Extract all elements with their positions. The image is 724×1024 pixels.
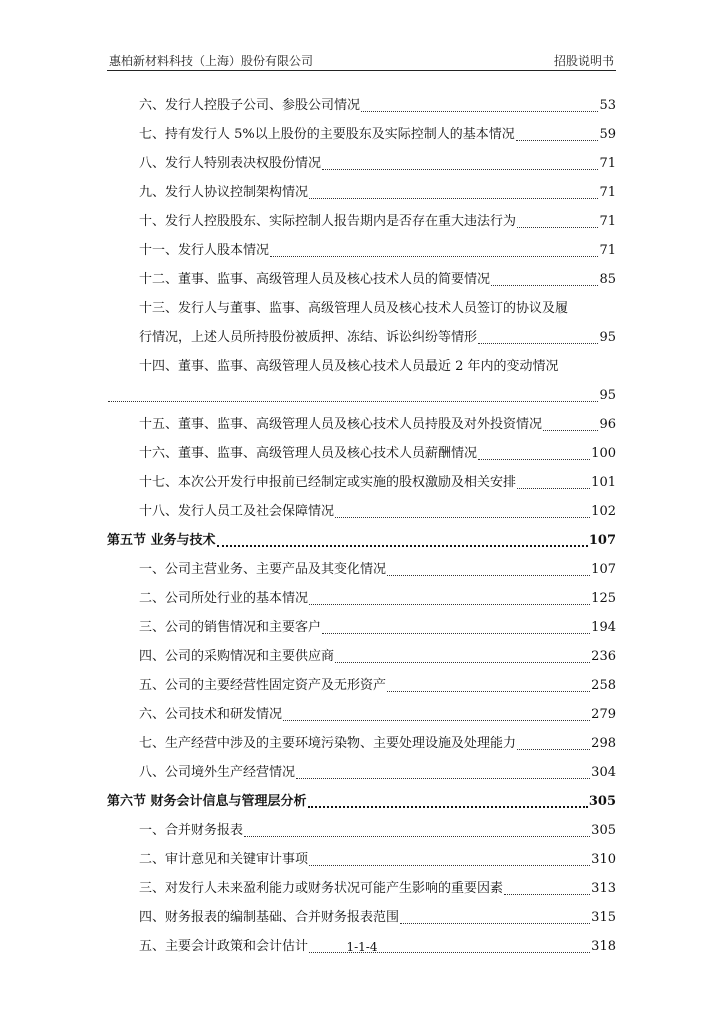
toc-entry[interactable] [107,753,616,782]
toc-leader-dots [517,472,590,489]
toc-leader-dots [517,211,598,228]
toc-page-number: 313 [591,881,616,896]
toc-page-number: 71 [599,156,616,171]
toc-entry-title: 十三、发行人与董事、监事、高级管理人员及核心技术人员签订的协议及履 [139,301,569,316]
toc-section-heading[interactable] [107,782,616,811]
toc-entry-title: 四、财务报表的编制基础、合并财务报表范围 [139,910,400,925]
toc-entry-title: 一、公司主营业务、主要产品及其变化情况 [139,562,387,577]
toc-leader-dots [322,617,590,634]
toc-entry[interactable] [107,811,616,840]
toc-entry[interactable] [107,202,616,231]
toc-leader-dots [335,646,590,663]
toc-entry-title: 一、合并财务报表 [139,823,244,838]
toc-page-number: 304 [591,765,616,780]
toc-section-heading[interactable] [107,521,616,550]
toc-entry[interactable] [107,492,616,521]
toc-leader-dots [361,95,598,112]
toc-leader-dots [217,529,588,547]
toc-entry-title: 十二、董事、监事、高级管理人员及核心技术人员的简要情况 [139,272,491,287]
toc-entry[interactable] [107,318,616,347]
toc-entry[interactable] [107,840,616,869]
table-of-contents [107,86,616,956]
toc-page-number: 236 [591,649,616,664]
toc-page-number: 258 [591,678,616,693]
toc-entry[interactable] [107,86,616,115]
header-company-name: 惠柏新材料科技（上海）股份有限公司 [109,54,314,68]
toc-entry-title: 八、公司境外生产经营情况 [139,765,296,780]
toc-entry[interactable] [107,666,616,695]
toc-page-number: 102 [591,504,616,519]
toc-entry[interactable] [107,637,616,666]
toc-entry-title: 五、公司的主要经营性固定资产及无形资产 [139,678,387,693]
toc-entry-title: 十七、本次公开发行申报前已经制定或实施的股权激励及相关安排 [139,475,517,490]
toc-entry[interactable] [107,550,616,579]
toc-leader-dots [108,385,598,402]
toc-leader-dots [283,704,590,721]
toc-leader-dots [296,762,590,779]
toc-entry[interactable] [107,231,616,260]
toc-entry-title: 十五、董事、监事、高级管理人员及核心技术人员持股及对外投资情况 [139,417,543,432]
toc-entry[interactable] [107,173,616,202]
toc-entry[interactable] [107,376,616,405]
toc-page-number: 107 [588,533,616,548]
toc-entry[interactable] [107,260,616,289]
toc-page-number: 101 [591,475,616,490]
toc-leader-dots [516,124,599,141]
toc-entry-title: 六、公司技术和研发情况 [139,707,283,722]
toc-page-number: 310 [591,852,616,867]
toc-leader-dots [308,790,588,808]
toc-page-number: 96 [599,417,616,432]
toc-entry-title: 五、主要会计政策和会计估计 [139,939,309,954]
toc-entry[interactable] [107,144,616,173]
toc-page-number: 95 [599,330,616,345]
toc-entry[interactable] [107,463,616,492]
toc-page-number: 71 [599,185,616,200]
toc-entry[interactable] [107,434,616,463]
toc-leader-dots [478,443,590,460]
toc-entry-title: 二、公司所处行业的基本情况 [139,591,309,606]
toc-entry-title: 第五节 业务与技术 [107,533,216,548]
toc-entry-title: 第六节 财务会计信息与管理层分析 [107,794,307,809]
toc-entry[interactable] [107,695,616,724]
toc-page-number: 95 [599,388,616,403]
toc-leader-dots [491,269,598,286]
toc-leader-dots [400,907,590,924]
toc-page-number: 305 [588,794,616,809]
toc-leader-dots [270,240,598,257]
toc-entry-title: 六、发行人控股子公司、参股公司情况 [139,98,361,113]
toc-entry-title: 三、对发行人未来盈利能力或财务状况可能产生影响的重要因素 [139,881,504,896]
toc-leader-dots [309,182,598,199]
toc-entry-title: 十六、董事、监事、高级管理人员及核心技术人员薪酬情况 [139,446,478,461]
toc-entry-title: 二、审计意见和关键审计事项 [139,852,309,867]
toc-page-number: 100 [591,446,616,461]
toc-leader-dots [478,327,598,344]
toc-leader-dots [387,559,590,576]
toc-leader-dots [309,849,590,866]
toc-page-number: 125 [591,591,616,606]
toc-leader-dots [309,588,590,605]
toc-entry[interactable] [107,898,616,927]
page-header [107,50,616,71]
toc-entry-title: 十一、发行人股本情况 [139,243,270,258]
toc-page-number: 71 [599,243,616,258]
header-document-type: 招股说明书 [553,54,614,68]
toc-entry[interactable] [107,724,616,753]
toc-entry-title: 十八、发行人员工及社会保障情况 [139,504,335,519]
toc-page-number: 318 [591,939,616,954]
toc-entry[interactable] [107,579,616,608]
toc-entry-title: 三、公司的销售情况和主要客户 [139,620,322,635]
toc-entry-title: 七、生产经营中涉及的主要环境污染物、主要处理设施及处理能力 [139,736,517,751]
toc-leader-dots [387,675,590,692]
toc-page-number: 194 [591,620,616,635]
toc-entry-line[interactable] [107,289,616,318]
toc-entry[interactable] [107,608,616,637]
toc-page-number: 279 [591,707,616,722]
toc-entry[interactable] [107,869,616,898]
toc-page-number: 107 [591,562,616,577]
toc-leader-dots [504,878,590,895]
toc-entry-title: 十四、董事、监事、高级管理人员及核心技术人员最近 2 年内的变动情况 [139,359,559,374]
toc-leader-dots [244,820,590,837]
toc-page-number: 59 [599,127,616,142]
toc-leader-dots [322,153,598,170]
toc-entry[interactable] [107,405,616,434]
page-footer-number: 1-1-4 [346,940,378,954]
toc-page-number: 315 [591,910,616,925]
toc-entry[interactable] [107,115,616,144]
toc-leader-dots [517,733,590,750]
toc-entry-title: 七、持有发行人 5%以上股份的主要股东及实际控制人的基本情况 [139,127,515,142]
toc-leader-dots [335,501,590,518]
toc-page-number: 85 [599,272,616,287]
toc-entry-title: 九、发行人协议控制架构情况 [139,185,309,200]
toc-page-number: 71 [599,214,616,229]
toc-entry-title: 八、发行人特别表决权股份情况 [139,156,322,171]
toc-leader-dots [543,414,598,431]
toc-page-number: 305 [591,823,616,838]
toc-page-number: 298 [591,736,616,751]
toc-entry-line[interactable] [107,347,616,376]
toc-entry-title-continued: 行情况，上述人员所持股份被质押、冻结、诉讼纠纷等情形 [139,330,478,345]
toc-page-number: 53 [599,98,616,113]
toc-entry-title: 四、公司的采购情况和主要供应商 [139,649,335,664]
toc-entry-title: 十、发行人控股股东、实际控制人报告期内是否存在重大违法行为 [139,214,517,229]
